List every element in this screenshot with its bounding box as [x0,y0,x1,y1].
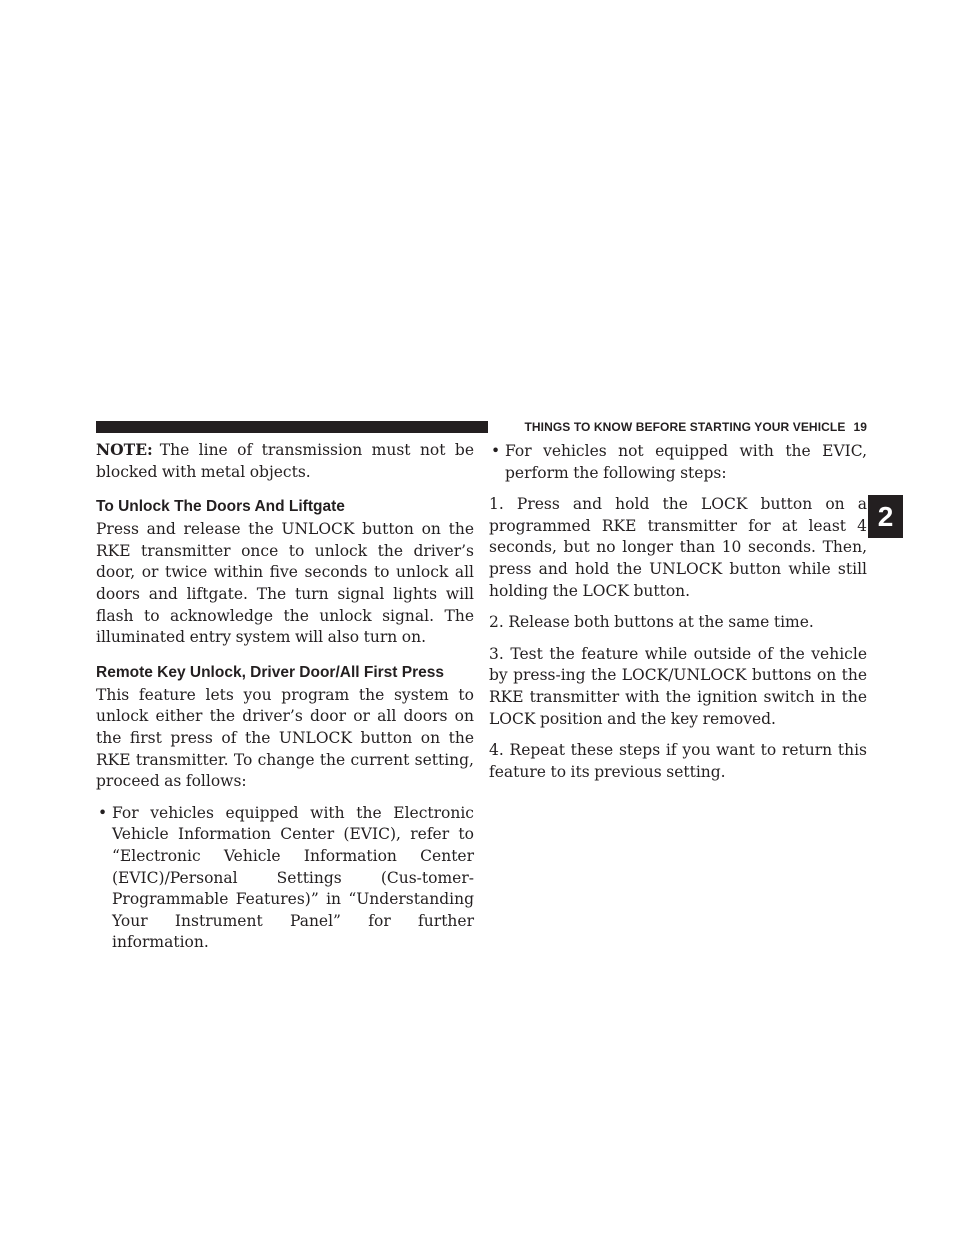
header-title: THINGS TO KNOW BEFORE STARTING YOUR VEHICLE [524,420,846,434]
left-column [96,439,474,954]
list-item [96,803,474,954]
step-1: 1. Press and hold the LOCK button on a programmed RKE transmitter for at least 4 seconds, but no longer than 10 seconds. Then, press and hold the UNLOCK button while still holding the LOCK button. [489,495,867,600]
section-heading-remote-key-unlock: Remote Key Unlock, Driver Door/All First Press [96,663,445,681]
section-body-remote-key-unlock: This feature lets you program the system to unlock either the driver’s door or all doors on the first press of the UNLOCK button on the RKE transmitter. To change the current setting, proceed as follows: [96,685,474,791]
section-heading-unlock-doors: To Unlock The Doors And Liftgate [96,498,345,516]
running-header [497,419,867,435]
list-item [489,441,867,484]
bullet-icon: • [491,442,501,460]
step-3: 3. Test the feature while outside of the vehicle by press-ing the LOCK/UNLOCK buttons on the RKE transmitter with the ignition switch in the LOCK position and the key removed. [489,644,867,728]
step-4: 4. Repeat these steps if you want to return this feature to its previous setting. [489,741,867,781]
bullet-icon: • [98,803,108,822]
right-column [489,439,867,783]
bullet-text-no-evic: For vehicles not equipped with the EVIC, perform the following steps: [505,442,867,482]
page-number: 19 [853,420,867,434]
chapter-tab: 2 [868,495,903,538]
bullet-text-evic: For vehicles equipped with the Electronic Vehicle Information Center (EVIC), refer to “Electronic Vehicle Information Center (EVIC)/Personal Settings (Cus-tomer-Programmable Features)” in “Understanding Your Instrument Panel” for further information. [112,803,474,952]
step-2: 2. Release both buttons at the same time. [489,613,814,632]
note-paragraph [96,439,474,483]
note-text: The line of transmission must not be blocked with metal objects. [96,441,474,481]
note-label: NOTE: [96,440,153,459]
header-rule [96,421,488,433]
section-body-unlock-doors: Press and release the UNLOCK button on the RKE transmitter once to unlock the driver’s door, or twice within five seconds to unlock all doors and liftgate. The turn signal lights will flash to acknowledge the unlock signal. The illuminated entry system will also turn on. [96,520,474,647]
